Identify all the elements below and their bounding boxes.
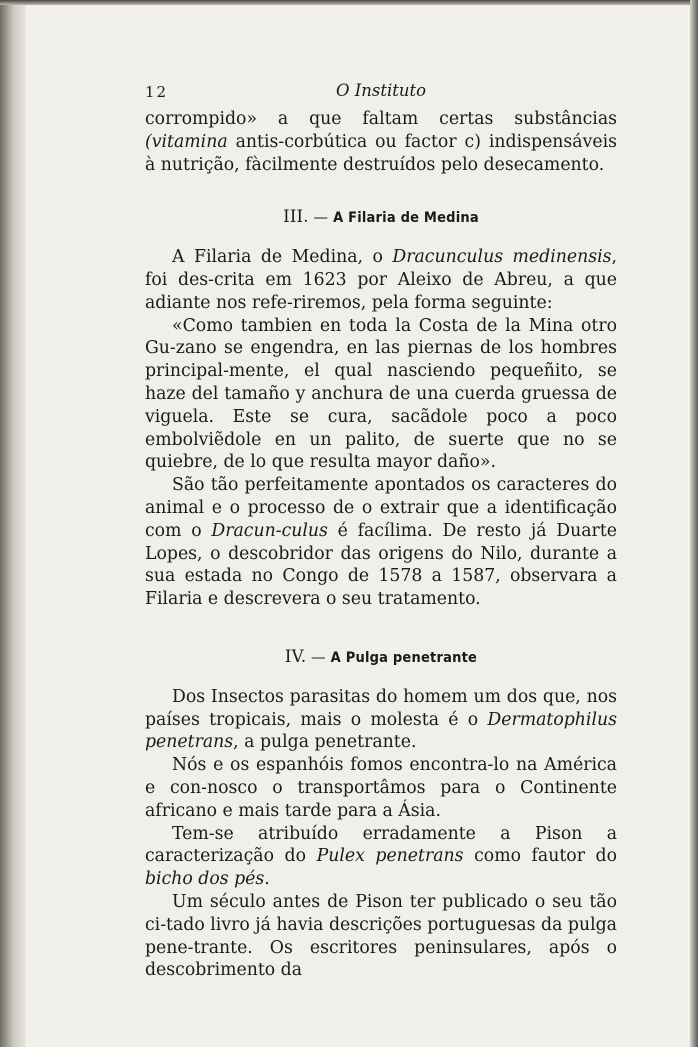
pulga-paragraph-3: Tem-se atribuído erradamente a Pison a caracterização do Pulex penetrans como fautor do bicho dos pés. — [145, 823, 618, 890]
pulga-paragraph-2: Nós e os espanhóis fomos encontra-lo na América e con-nosco o transportâmos para o Continente africano e mais tarde para a Ásia. — [145, 755, 617, 821]
running-head — [145, 78, 617, 108]
pulga-paragraph-4: Um século antes de Pison ter publicado o seu tão ci-tado livro já havia descrições portuguesas da pulga pene-trante. Os escritores peninsulares, após o descobrimento da — [145, 891, 617, 981]
page-right-edge — [690, 0, 698, 1047]
page-top-edge — [0, 0, 698, 5]
intro-paragraph: corrompido» a que faltam certas substâncias (vitamina antis-corbútica ou factor c) indispensáveis à nutrição, fàcilmente destruídos pelo desecamento. — [145, 109, 617, 175]
filaria-paragraph-2: São tão perfeitamente apontados os caracteres do animal e o processo de o extrair que a identificação com o Dracun-culus é facílima. De resto já Duarte Lopes, o descobridor das origens do Nilo, durante a sua estada no Congo de 1578 a 1587, observara a Filaria e descrevera o seu tratamento. — [145, 475, 617, 610]
journal-title: O Instituto — [335, 81, 427, 100]
section-heading-pulga: IV. — A Pulga penetrante — [284, 646, 478, 666]
page-number: 12 — [145, 83, 169, 101]
pulga-paragraph-1: Dos Insectos parasitas do homem um dos que, nos países tropicais, mais o molesta é o Dermatophilus penetrans, a pulga penetrante. — [145, 686, 617, 753]
filaria-paragraph-1: A Filaria de Medina, o Dracunculus medinensis, foi des-crita em 1623 por Aleixo de Abreu, a que adiante nos refe-riremos, pela forma seguinte: — [145, 247, 618, 313]
section-heading-filaria: III. — A Filaria de Medina — [283, 207, 479, 227]
filaria-quote: «Como tambien en toda la Costa de la Mina otro Gu-zano se engendra, en las piernas de los hombres principal-mente, el qual nasciendo pequeñito, se haze del tamaño y anchura de una cuerda gruessa de viguela. Este se cura, sacãdole poco a poco embolviẽdole en un palito, de suerte que no se quiebre, de lo que resulta mayor daño». — [145, 315, 617, 473]
page-content — [145, 78, 617, 982]
book-binding-shadow — [0, 0, 26, 1047]
